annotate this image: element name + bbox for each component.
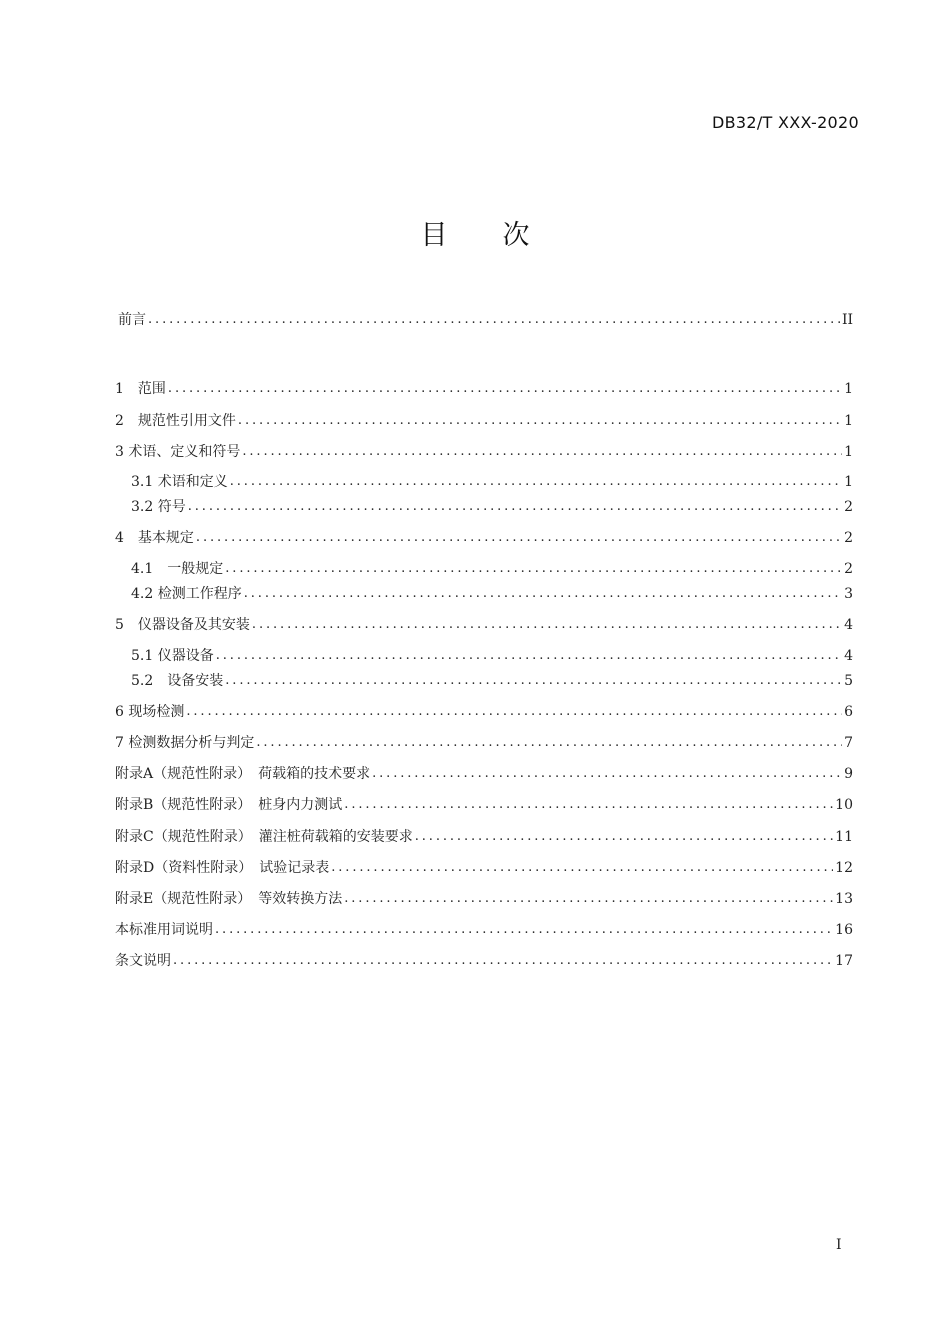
toc-entry-page: 4 — [844, 648, 853, 664]
toc-entry-label: 4 基本规定 — [115, 530, 194, 546]
toc-entry-page: 12 — [835, 860, 853, 876]
toc-entry-page: 2 — [844, 530, 853, 546]
page-number: I — [836, 1237, 842, 1253]
toc-entry-field-testing[interactable] — [115, 702, 853, 722]
toc-entry-label: 条文说明 — [115, 953, 171, 969]
toc-entry-label: 附录B（规范性附录） 桩身内力测试 — [115, 797, 343, 813]
toc-entry-page: 9 — [844, 766, 853, 782]
toc-leader — [331, 858, 833, 878]
toc-entry-label: 3.2 符号 — [131, 499, 186, 515]
toc-entry-foreword[interactable] — [118, 310, 853, 330]
toc-leader — [196, 528, 842, 548]
title-char-2: 次 — [502, 220, 530, 251]
toc-entry-appendix-d[interactable] — [115, 858, 853, 878]
toc-leader — [242, 442, 842, 462]
toc-entry-page: 1 — [844, 444, 853, 460]
toc-leader — [225, 671, 842, 691]
toc-leader — [215, 920, 833, 940]
toc-leader — [216, 646, 842, 666]
toc-entry-equipment-installation[interactable] — [115, 615, 853, 635]
toc-leader — [372, 764, 842, 784]
toc-entry-page: 2 — [844, 561, 853, 577]
toc-entry-label: 5 仪器设备及其安装 — [115, 617, 250, 633]
toc-leader — [225, 559, 842, 579]
toc-entry-label: 附录E（规范性附录） 等效转换方法 — [115, 891, 343, 907]
toc-entry-terms[interactable] — [115, 442, 853, 462]
toc-entry-appendix-c[interactable] — [115, 827, 853, 847]
toc-leader — [344, 795, 833, 815]
toc-entry-label: 附录C（规范性附录） 灌注桩荷载箱的安装要求 — [115, 829, 413, 845]
toc-leader — [244, 584, 842, 604]
toc-leader — [256, 733, 842, 753]
toc-entry-page: II — [841, 312, 853, 328]
toc-entry-page: 13 — [835, 891, 853, 907]
toc-entry-label: 附录A（规范性附录） 荷载箱的技术要求 — [115, 766, 371, 782]
toc-entry-page: 17 — [835, 953, 853, 969]
toc-entry-label: 附录D（资料性附录） 试验记录表 — [115, 860, 330, 876]
toc-leader — [188, 497, 842, 517]
toc-entry-symbols[interactable] — [131, 497, 853, 517]
toc-entry-label: 7 检测数据分析与判定 — [115, 735, 255, 751]
toc-entry-test-procedure[interactable] — [131, 584, 853, 604]
toc-entry-page: 4 — [844, 617, 853, 633]
toc-entry-page: 3 — [844, 586, 853, 602]
toc-entry-page: 1 — [844, 381, 853, 397]
toc-entry-label: 4.1 一般规定 — [131, 561, 224, 577]
toc-entry-installation[interactable] — [131, 671, 853, 691]
toc-leader — [415, 827, 833, 847]
toc-entry-label: 3 术语、定义和符号 — [115, 444, 241, 460]
toc-entry-label: 1 范围 — [115, 381, 166, 397]
toc-entry-basic-provisions[interactable] — [115, 528, 853, 548]
toc-entry-page: 16 — [835, 922, 853, 938]
toc-entry-label: 3.1 术语和定义 — [131, 474, 228, 490]
toc-entry-label: 4.2 检测工作程序 — [131, 586, 242, 602]
toc-entry-page: 10 — [835, 797, 853, 813]
toc-leader — [230, 472, 842, 492]
toc-entry-clause-explanation[interactable] — [115, 951, 853, 971]
toc-entry-appendix-a[interactable] — [115, 764, 853, 784]
title-char-1: 目 — [420, 220, 448, 251]
toc-entry-general-provisions[interactable] — [131, 559, 853, 579]
toc-entry-label: 2 规范性引用文件 — [115, 413, 236, 429]
toc-entry-label: 5.2 设备安装 — [131, 673, 224, 689]
toc-entry-page: 11 — [835, 829, 853, 845]
toc-leader — [238, 411, 842, 431]
toc-entry-wording-explanation[interactable] — [115, 920, 853, 940]
toc-entry-terms-definitions[interactable] — [131, 472, 853, 492]
toc-leader — [252, 615, 842, 635]
toc-leader — [344, 889, 833, 909]
toc-leader — [168, 379, 842, 399]
toc-entry-appendix-b[interactable] — [115, 795, 853, 815]
toc-entry-data-analysis[interactable] — [115, 733, 853, 753]
toc-leader — [173, 951, 833, 971]
toc-entry-equipment[interactable] — [131, 646, 853, 666]
toc-entry-appendix-e[interactable] — [115, 889, 853, 909]
toc-entry-label: 本标准用词说明 — [115, 922, 213, 938]
toc-entry-scope[interactable] — [115, 379, 853, 399]
toc-entry-page: 6 — [844, 704, 853, 720]
page-title — [0, 213, 950, 252]
toc-entry-page: 1 — [844, 474, 853, 490]
toc-entry-page: 2 — [844, 499, 853, 515]
toc-leader — [148, 310, 840, 330]
toc-leader — [186, 702, 842, 722]
document-code: DB32/T XXX-2020 — [712, 113, 859, 132]
toc-entry-normative-references[interactable] — [115, 411, 853, 431]
toc-entry-label: 前言 — [118, 312, 146, 328]
toc-entry-label: 6 现场检测 — [115, 704, 185, 720]
toc-entry-label: 5.1 仪器设备 — [131, 648, 214, 664]
toc-entry-page: 7 — [844, 735, 853, 751]
toc-entry-page: 1 — [844, 413, 853, 429]
toc-entry-page: 5 — [844, 673, 853, 689]
